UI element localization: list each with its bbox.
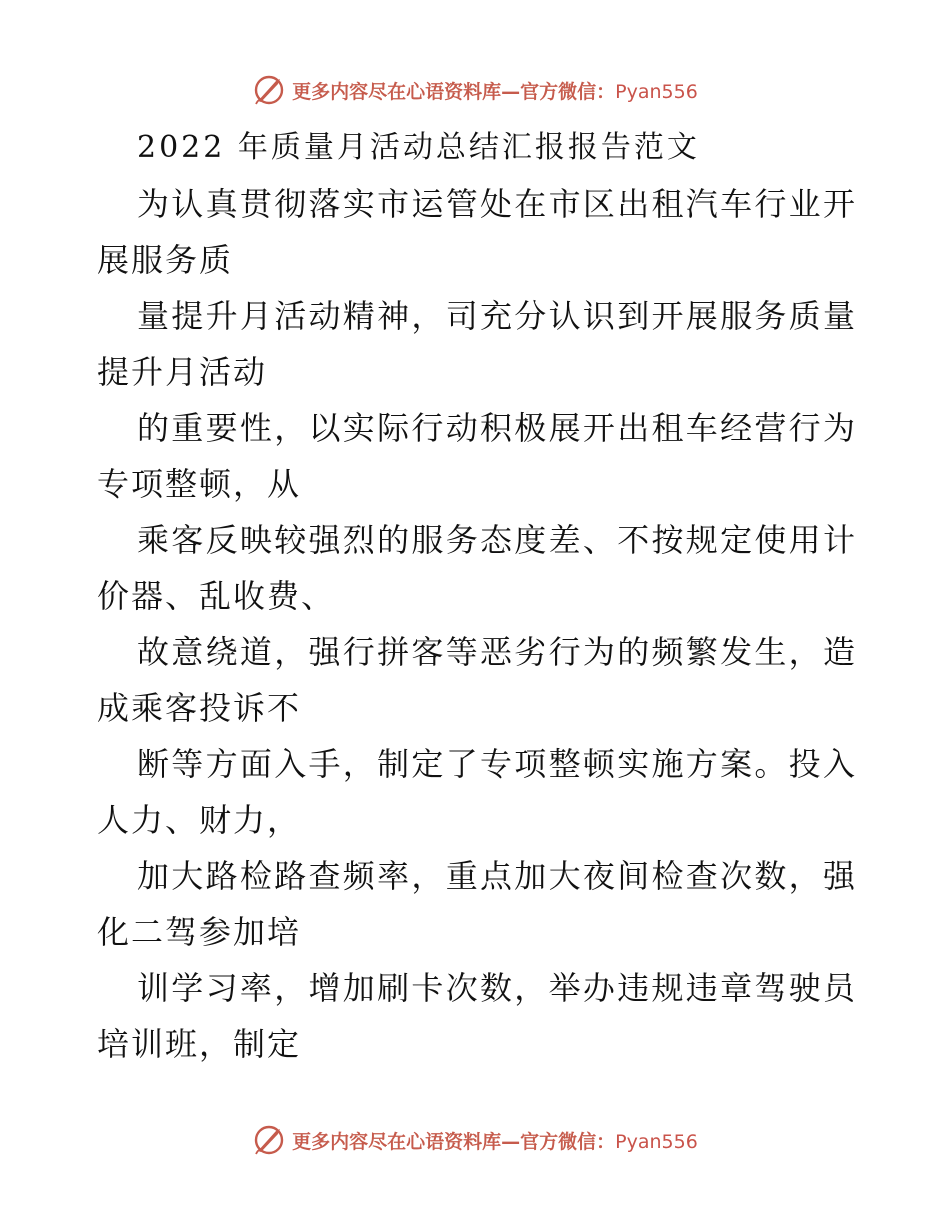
paragraph-6 — [97, 736, 857, 848]
paragraph-8 — [97, 960, 857, 1072]
paragraph-line: 断等方面入手，制定了专项整顿实施方案。投入 — [137, 745, 857, 783]
paragraph-line: 乘客反映较强烈的服务态度差、不按规定使用计 — [137, 521, 857, 559]
paragraph-line: 训学习率，增加刷卡次数，举办违规违章驾驶员 — [137, 969, 857, 1007]
paragraph-line: 化二驾参加培 — [97, 913, 302, 951]
paragraph-line: 展服务质 — [97, 241, 234, 279]
watermark-text: 更多内容尽在心语资料库—官方微信：Pyan556 — [292, 80, 698, 103]
watermark-header — [0, 70, 950, 110]
paragraph-line: 成乘客投诉不 — [97, 689, 302, 727]
paragraph-line: 加大路检路查频率，重点加大夜间检查次数，强 — [137, 857, 857, 895]
paragraph-4 — [97, 512, 857, 624]
paragraph-7 — [97, 848, 857, 960]
paragraph-line: 培训班，制定 — [97, 1025, 302, 1063]
watermark-footer — [0, 1120, 950, 1160]
paragraph-5 — [97, 624, 857, 736]
paragraph-line: 人力、财力， — [97, 801, 302, 839]
paragraph-line: 故意绕道，强行拼客等恶劣行为的频繁发生，造 — [137, 633, 857, 671]
watermark-text: 更多内容尽在心语资料库—官方微信：Pyan556 — [292, 1130, 698, 1153]
paragraph-line: 为认真贯彻落实市运管处在市区出租汽车行业开 — [137, 185, 857, 223]
quill-pen-logo-icon — [252, 73, 286, 107]
watermark-wechat-id: Pyan556 — [615, 80, 698, 103]
paragraph-2 — [97, 288, 857, 400]
paragraph-line: 量提升月活动精神，司充分认识到开展服务质量 — [137, 297, 857, 335]
paragraph-1 — [97, 176, 857, 288]
document-title: 2022 年质量月活动总结汇报报告范文 — [137, 130, 700, 165]
paragraph-line: 的重要性，以实际行动积极展开出租车经营行为 — [137, 409, 857, 447]
watermark-wechat-id: Pyan556 — [615, 1130, 698, 1153]
paragraph-3 — [97, 400, 857, 512]
quill-pen-logo-icon — [252, 1123, 286, 1157]
document-body — [97, 120, 857, 1072]
paragraph-line: 提升月活动 — [97, 353, 268, 391]
paragraph-line: 价器、乱收费、 — [97, 577, 336, 615]
paragraph-line: 专项整顿，从 — [97, 465, 302, 503]
